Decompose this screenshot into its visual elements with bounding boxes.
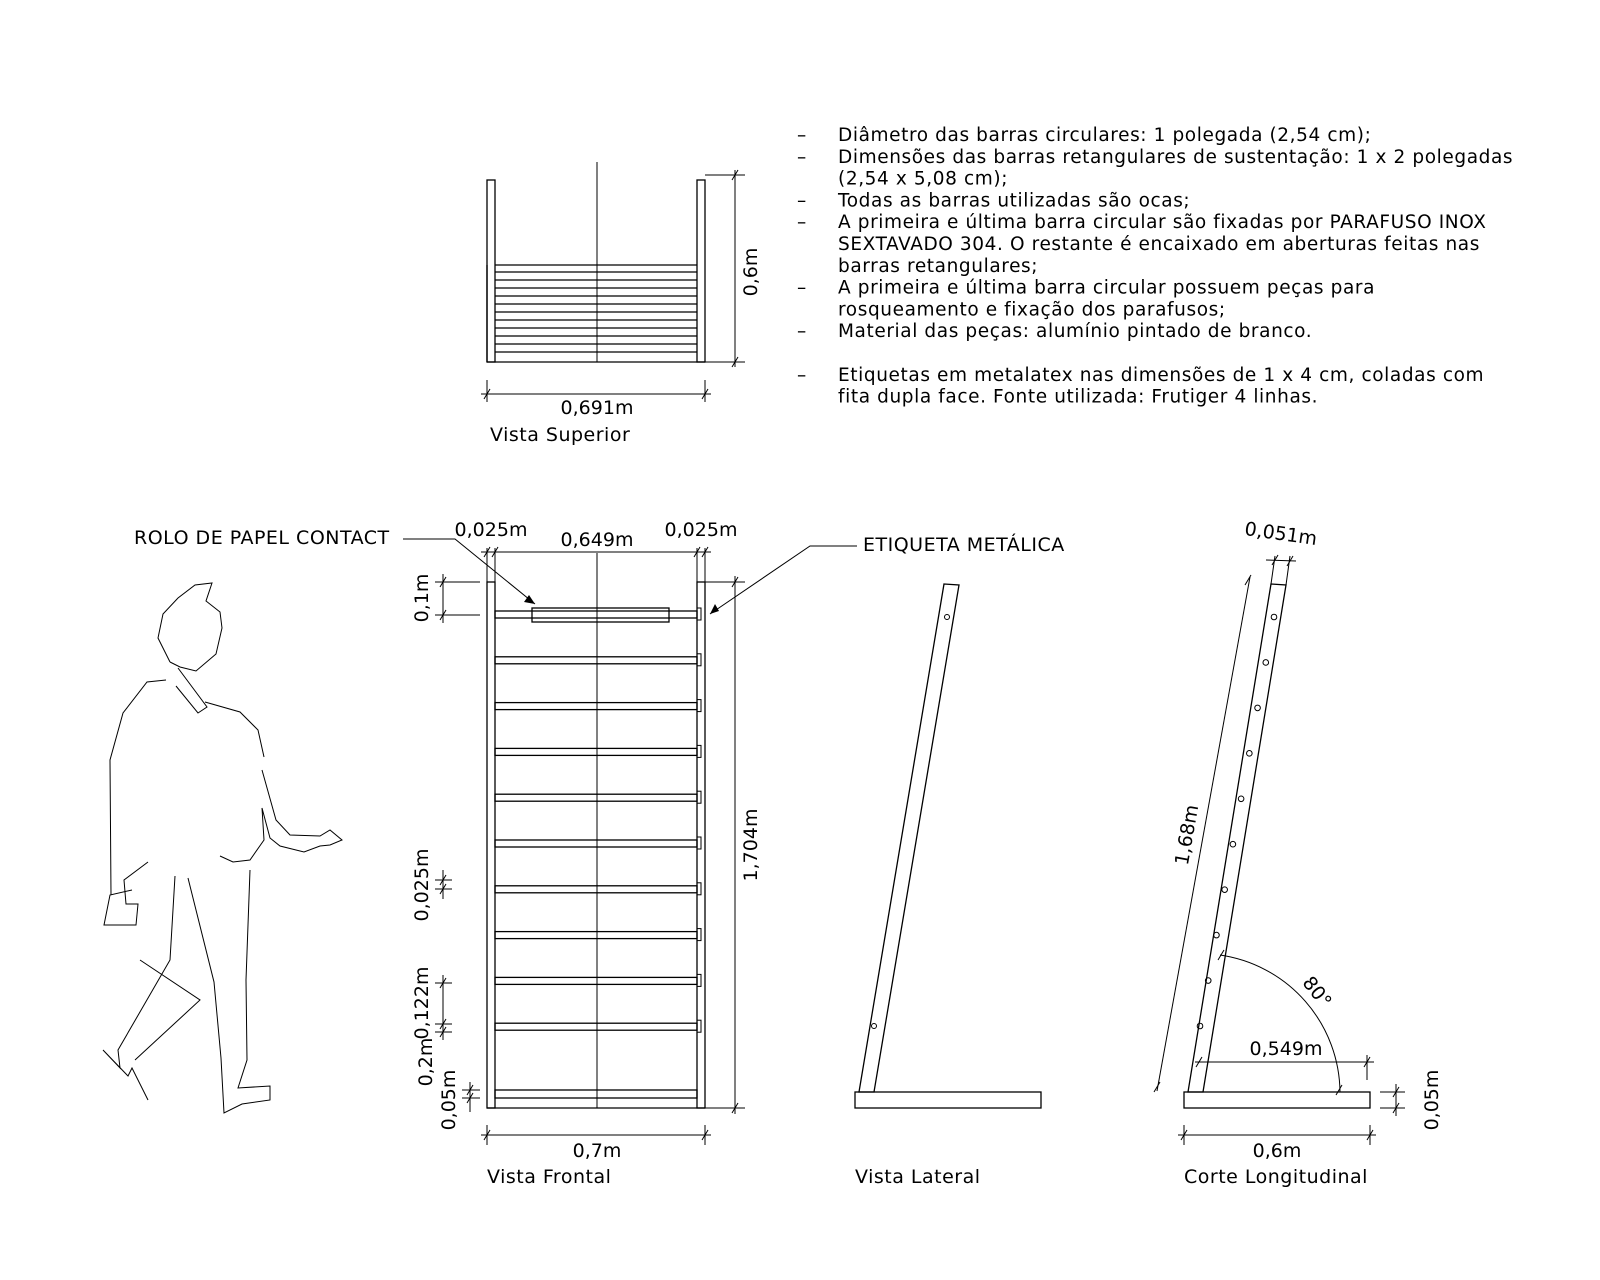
note-bullet: – xyxy=(797,321,807,343)
note-line: Diâmetro das barras circulares: 1 polegada (2,54 cm); xyxy=(838,125,1372,146)
note-bullet: – xyxy=(797,277,807,299)
front-inner-width-dim: 0,649m xyxy=(560,529,634,551)
human-scale-figure xyxy=(103,583,342,1113)
front-view-bar xyxy=(495,977,697,984)
notes-list xyxy=(797,125,1513,408)
note-line: Etiquetas em metalatex nas dimensões de 1 x 4 cm, coladas com xyxy=(838,364,1485,386)
note-bullet: – xyxy=(797,125,807,146)
note-line: barras retangulares; xyxy=(838,255,1039,277)
front-view-bar xyxy=(495,748,697,755)
bar-hole xyxy=(1230,841,1236,847)
bar-hole xyxy=(1263,660,1269,666)
contact-paper-roll xyxy=(532,608,669,622)
note-line: Todas as barras utilizadas são ocas; xyxy=(838,190,1191,212)
front-height-dim: 1,704m xyxy=(740,808,762,882)
note-line: rosqueamento e fixação dos parafusos; xyxy=(838,299,1226,321)
front-base-height-dim: 0,05m xyxy=(438,1069,460,1131)
section-base-height-dim: 0,05m xyxy=(1421,1069,1443,1131)
front-view-bar xyxy=(495,932,697,939)
front-bar-diameter-dim: 0,025m xyxy=(411,848,433,922)
bar-hole xyxy=(1222,887,1228,893)
front-view-bar xyxy=(495,1023,697,1030)
note-line: SEXTAVADO 304. O restante é encaixado em aberturas feitas nas xyxy=(838,234,1480,255)
bar-hole xyxy=(1238,796,1244,802)
bar-hole xyxy=(1255,705,1261,711)
note-line: Dimensões das barras retangulares de sustentação: 1 x 2 polegadas xyxy=(838,146,1514,168)
section-view-title: Corte Longitudinal xyxy=(1184,1166,1368,1188)
top-view xyxy=(481,162,762,446)
front-top-offset-dim: 0,1m xyxy=(411,573,433,623)
note-bullet: – xyxy=(797,190,807,212)
section-view xyxy=(1154,518,1443,1188)
front-bar-spacing-dim: 0,122m xyxy=(411,966,433,1040)
front-view-bar xyxy=(495,886,697,893)
note-line: (2,54 x 5,08 cm); xyxy=(838,168,1009,190)
section-base-width-dim: 0,6m xyxy=(1252,1140,1302,1162)
label-callout-text: ETIQUETA METÁLICA xyxy=(863,534,1065,556)
note-line: A primeira e última barra circular são fixadas por PARAFUSO INOX xyxy=(838,212,1487,234)
side-view-title: Vista Lateral xyxy=(855,1166,981,1188)
section-angle-dim: 80° xyxy=(1297,972,1336,1013)
top-view-title: Vista Superior xyxy=(490,424,631,446)
note-bullet: – xyxy=(797,364,807,386)
roll-callout-label: ROLO DE PAPEL CONTACT xyxy=(134,527,390,549)
side-view xyxy=(855,584,1041,1188)
section-inner-base-dim: 0,549m xyxy=(1249,1038,1323,1060)
top-view-bars xyxy=(495,280,697,352)
front-view-bar xyxy=(495,840,697,847)
front-view xyxy=(411,519,762,1188)
front-bottom-gap-dim: 0,2m xyxy=(415,1037,437,1087)
section-top-width-dim: 0,051m xyxy=(1243,518,1319,551)
note-line: fita dupla face. Fonte utilizada: Frutiger 4 linhas. xyxy=(838,386,1319,408)
front-view-bar xyxy=(495,703,697,710)
bar-hole xyxy=(1247,751,1253,757)
front-view-bar xyxy=(495,657,697,664)
front-view-title: Vista Frontal xyxy=(487,1166,612,1188)
bar-hole xyxy=(1214,932,1220,938)
front-right-margin-dim: 0,025m xyxy=(664,519,738,541)
front-left-margin-dim: 0,025m xyxy=(454,519,528,541)
bar-hole xyxy=(1271,614,1277,620)
top-view-depth-dim: 0,6m xyxy=(740,247,762,297)
note-bullet: – xyxy=(797,146,807,168)
top-view-width-dim: 0,691m xyxy=(560,397,634,419)
front-view-bar xyxy=(495,794,697,801)
front-view-bars xyxy=(495,608,701,1032)
front-view-bar xyxy=(495,611,697,618)
section-length-dim: 1,68m xyxy=(1170,803,1204,867)
front-width-dim: 0,7m xyxy=(572,1140,622,1162)
note-bullet: – xyxy=(797,212,807,234)
note-line: A primeira e última barra circular possuem peças para xyxy=(838,277,1376,299)
note-line: Material das peças: alumínio pintado de branco. xyxy=(838,321,1313,343)
bar-hole xyxy=(1197,1023,1203,1029)
